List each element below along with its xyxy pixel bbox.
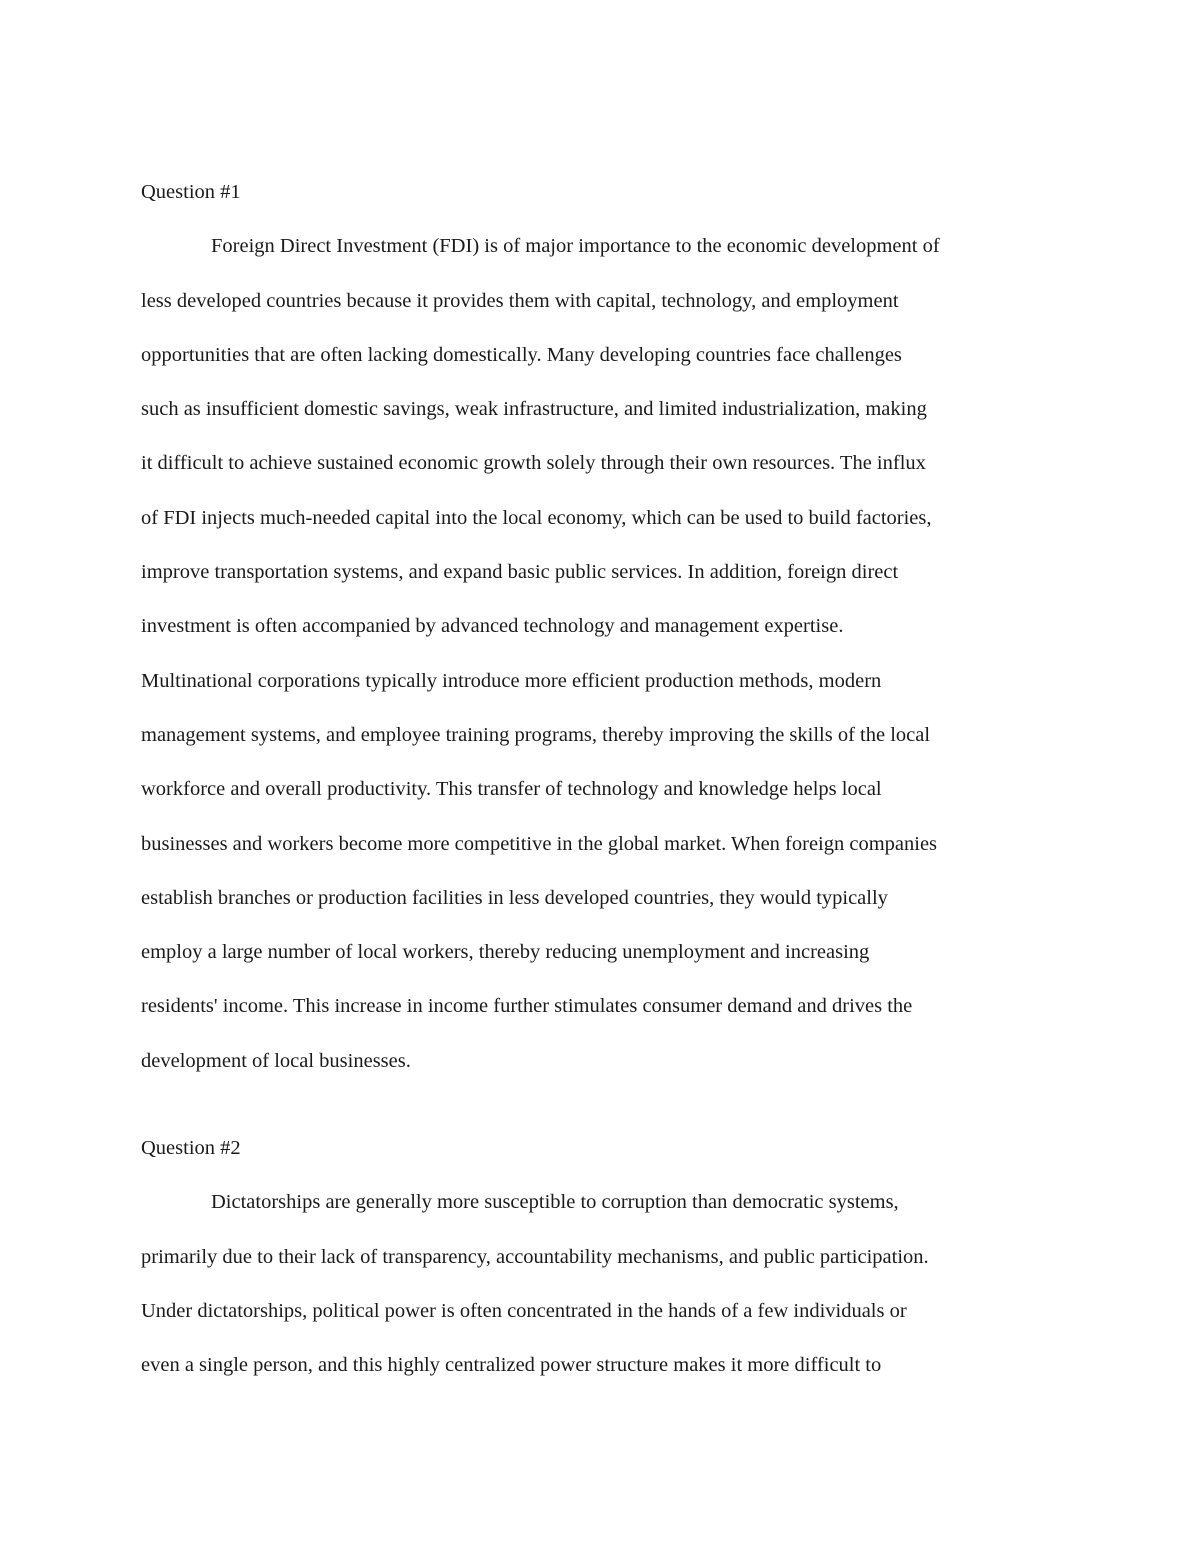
paragraph-line: establish branches or production facilities in less developed countries, they would typically [141,886,888,909]
paragraph-line: employ a large number of local workers, thereby reducing unemployment and increasing [141,941,870,964]
paragraph-line: workforce and overall productivity. This transfer of technology and knowledge helps local [141,778,882,801]
paragraph-line: such as insufficient domestic savings, weak infrastructure, and limited industrialization, making [141,398,927,421]
paragraph-line: Multinational corporations typically introduce more efficient production methods, modern [141,669,882,692]
paragraph-line: primarily due to their lack of transparency, accountability mechanisms, and public participation. [141,1245,929,1268]
paragraph-line: Under dictatorships, political power is often concentrated in the hands of a few individuals or [141,1299,907,1322]
paragraph-line: improve transportation systems, and expand basic public services. In addition, foreign direct [141,561,899,584]
paragraph-line: residents' income. This increase in income further stimulates consumer demand and drives the [141,995,913,1018]
paragraph-line: management systems, and employee training programs, thereby improving the skills of the local [141,723,931,746]
paragraph-line: development of local businesses. [141,1049,411,1072]
question-1-paragraph [141,219,1061,1088]
paragraph-line: it difficult to achieve sustained economic growth solely through their own resources. The influx [141,452,926,475]
question-1-section [141,165,1061,1088]
paragraph-line: of FDI injects much-needed capital into the local economy, which can be used to build factories, [141,506,932,529]
paragraph-line: opportunities that are often lacking domestically. Many developing countries face challenges [141,343,902,366]
question-2-section [141,1121,1061,1392]
question-2-heading: Question #2 [141,1137,241,1159]
question-1-heading: Question #1 [141,181,241,203]
question-2-paragraph [141,1175,1061,1392]
paragraph-line: Dictatorships are generally more susceptible to corruption than democratic systems, [211,1191,899,1214]
paragraph-line: even a single person, and this highly centralized power structure makes it more difficult to [141,1354,882,1377]
paragraph-line: businesses and workers become more competitive in the global market. When foreign companies [141,832,938,855]
paragraph-line: less developed countries because it provides them with capital, technology, and employment [141,289,899,312]
paragraph-line: Foreign Direct Investment (FDI) is of major importance to the economic development of [211,235,940,258]
paragraph-line: investment is often accompanied by advanced technology and management expertise. [141,615,844,638]
